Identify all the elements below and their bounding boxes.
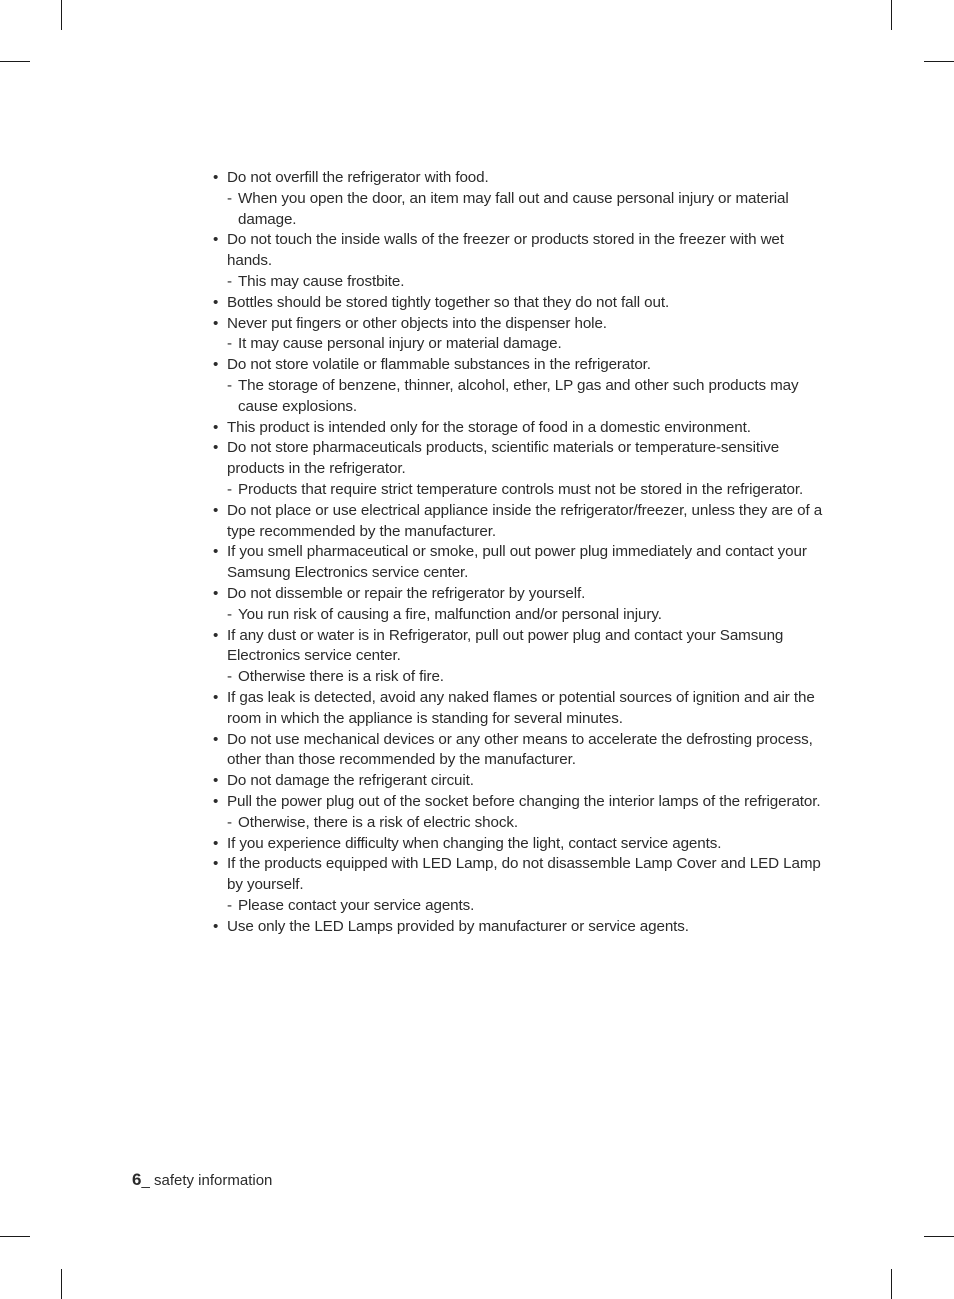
bullet-dot: • xyxy=(213,584,219,602)
crop-mark xyxy=(924,61,954,62)
footer-section-title: safety information xyxy=(153,1172,273,1189)
bullet-item xyxy=(213,168,825,189)
bullet-text: Use only the LED Lamps provided by manufacturer or service agents. xyxy=(227,917,689,935)
bullet-text: Bottles should be stored tightly together so that they do not fall out. xyxy=(227,293,670,311)
crop-mark xyxy=(891,0,892,30)
sub-text: The storage of benzene, thinner, alcohol, ether, LP gas and other such products may cause explosions. xyxy=(238,376,799,415)
bullet-dot: • xyxy=(213,501,219,519)
bullet-dot: • xyxy=(213,543,219,561)
sub-text: This may cause frostbite. xyxy=(238,272,405,290)
bullet-text: Do not place or use electrical appliance inside the refrigerator/freezer, unless they are of a type recommended by the manufacturer. xyxy=(227,501,823,540)
bullet-item xyxy=(213,688,825,730)
sub-item xyxy=(227,334,825,355)
bullet-dot: • xyxy=(213,688,219,706)
bullet-text: Pull the power plug out of the socket before changing the interior lamps of the refrigerator. xyxy=(227,792,821,810)
sub-dash: - xyxy=(227,335,232,353)
bullet-item xyxy=(213,792,825,813)
crop-mark xyxy=(0,61,30,62)
bullet-text: This product is intended only for the storage of food in a domestic environment. xyxy=(227,418,751,436)
sub-dash: - xyxy=(227,605,232,623)
bullet-dot: • xyxy=(213,439,219,457)
sub-item xyxy=(227,667,825,688)
bullet-dot: • xyxy=(213,356,219,374)
bullet-text: Do not store volatile or flammable substances in the refrigerator. xyxy=(227,356,651,374)
crop-mark xyxy=(61,0,62,30)
bullet-item xyxy=(213,438,825,480)
bullet-dot: • xyxy=(213,314,219,332)
sub-item xyxy=(227,376,825,418)
bullet-item xyxy=(213,730,825,772)
crop-mark xyxy=(891,1269,892,1299)
bullet-dot: • xyxy=(213,418,219,436)
bullet-item xyxy=(213,854,825,896)
crop-mark xyxy=(0,1236,30,1237)
bullet-item xyxy=(213,355,825,376)
sub-text: Please contact your service agents. xyxy=(238,896,475,914)
sub-item xyxy=(227,272,825,293)
page-footer xyxy=(132,1170,272,1191)
sub-dash: - xyxy=(227,480,232,498)
bullet-dot: • xyxy=(213,169,219,186)
sub-text: It may cause personal injury or material damage. xyxy=(238,335,562,353)
sub-text: Otherwise there is a risk of fire. xyxy=(238,668,444,686)
sub-item xyxy=(227,813,825,834)
bullet-item xyxy=(213,418,825,439)
bullet-item xyxy=(213,771,825,792)
bullet-text: Do not dissemble or repair the refrigerator by yourself. xyxy=(227,584,586,602)
bullet-text: Do not overfill the refrigerator with food. xyxy=(227,169,489,186)
sub-text: When you open the door, an item may fall out and cause personal injury or material damage. xyxy=(238,189,789,228)
sub-item xyxy=(227,189,825,231)
sub-text: Products that require strict temperature controls must not be stored in the refrigerator. xyxy=(238,480,804,498)
bullet-dot: • xyxy=(213,730,219,748)
bullet-dot: • xyxy=(213,772,219,790)
bullet-text: If you smell pharmaceutical or smoke, pull out power plug immediately and contact your Samsung Electronics service center. xyxy=(227,543,807,582)
crop-mark xyxy=(924,1236,954,1237)
footer-separator: _ xyxy=(141,1172,150,1189)
bullet-text: If any dust or water is in Refrigerator, pull out power plug and contact your Samsung Electronics service center. xyxy=(227,626,784,665)
bullet-dot: • xyxy=(213,626,219,644)
sub-dash: - xyxy=(227,376,232,394)
bullet-dot: • xyxy=(213,792,219,810)
safety-list xyxy=(213,168,825,937)
bullet-text: If the products equipped with LED Lamp, do not disassemble Lamp Cover and LED Lamp by yourself. xyxy=(227,855,821,894)
sub-dash: - xyxy=(227,896,232,914)
bullet-item xyxy=(213,230,825,272)
bullet-item xyxy=(213,542,825,584)
sub-text: You run risk of causing a fire, malfunction and/or personal injury. xyxy=(238,605,662,623)
bullet-text: Do not damage the refrigerant circuit. xyxy=(227,772,474,790)
page-number: 6 xyxy=(132,1170,142,1189)
bullet-item xyxy=(213,834,825,855)
bullet-item xyxy=(213,626,825,668)
sub-dash: - xyxy=(227,813,232,831)
sub-dash: - xyxy=(227,668,232,686)
sub-item xyxy=(227,480,825,501)
bullet-item xyxy=(213,501,825,543)
bullet-item xyxy=(213,314,825,335)
sub-dash: - xyxy=(227,189,232,207)
crop-mark xyxy=(61,1269,62,1299)
bullet-text: Do not use mechanical devices or any other means to accelerate the defrosting process, other than those recommended by the manufacturer. xyxy=(227,730,813,769)
bullet-text: If you experience difficulty when changing the light, contact service agents. xyxy=(227,834,722,852)
bullet-dot: • xyxy=(213,917,219,935)
sub-dash: - xyxy=(227,272,232,290)
bullet-dot: • xyxy=(213,834,219,852)
bullet-item xyxy=(213,293,825,314)
sub-text: Otherwise, there is a risk of electric shock. xyxy=(238,813,518,831)
bullet-text: Do not touch the inside walls of the freezer or products stored in the freezer with wet hands. xyxy=(227,231,784,270)
bullet-text: Do not store pharmaceuticals products, scientific materials or temperature-sensitive products in the refrigerator. xyxy=(227,439,780,478)
sub-item xyxy=(227,896,825,917)
bullet-dot: • xyxy=(213,855,219,873)
sub-item xyxy=(227,605,825,626)
bullet-text: Never put fingers or other objects into the dispenser hole. xyxy=(227,314,607,332)
bullet-item xyxy=(213,584,825,605)
bullet-text: If gas leak is detected, avoid any naked flames or potential sources of ignition and air the room in which the appliance is standing for several minutes. xyxy=(227,688,815,727)
bullet-item xyxy=(213,917,825,938)
bullet-dot: • xyxy=(213,293,219,311)
bullet-dot: • xyxy=(213,231,219,249)
